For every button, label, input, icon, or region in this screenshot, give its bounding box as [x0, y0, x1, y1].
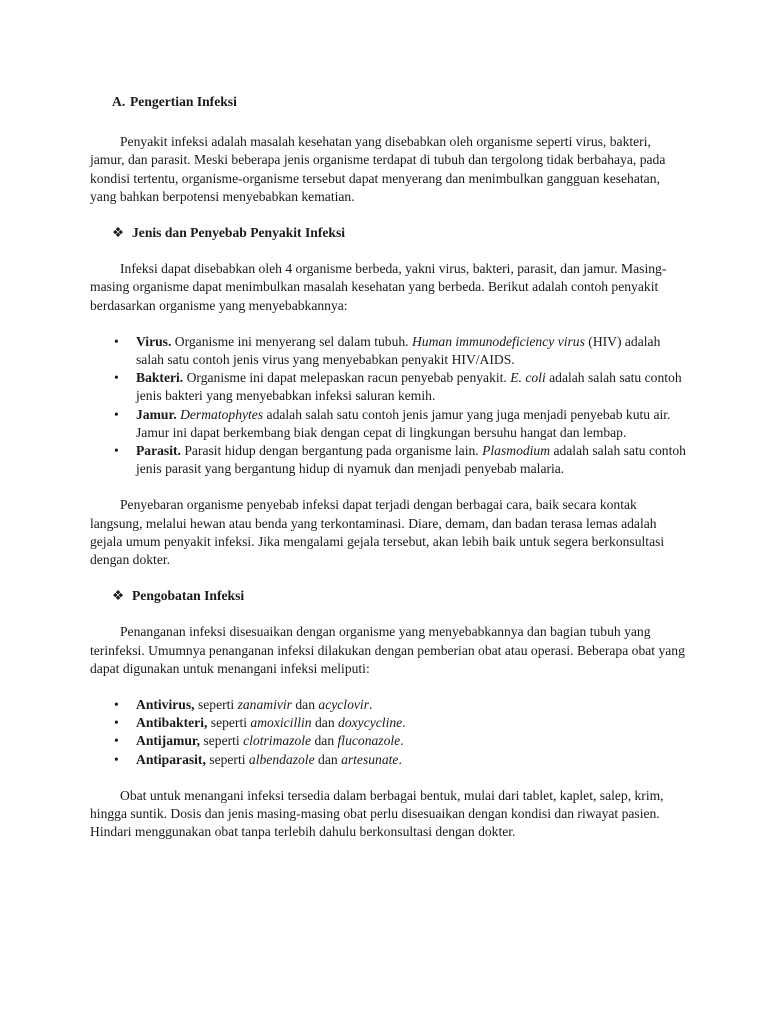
- section-title: Pengertian Infeksi: [130, 94, 237, 109]
- diamond-bullet-icon: ❖: [112, 588, 125, 604]
- diamond-bullet-icon: ❖: [112, 225, 125, 241]
- item-term: Antivirus,: [136, 697, 195, 713]
- bullet-icon: •: [114, 443, 119, 459]
- item-text: adalah salah satu contoh jenis parasit yang bergantung hidup di nyamuk dan menjadi penyebab malaria.: [136, 443, 686, 477]
- bullet-icon: •: [114, 751, 119, 767]
- list-item: [112, 751, 688, 769]
- list-item: [112, 442, 688, 478]
- list-item: [112, 732, 688, 750]
- item-term: Antiparasit,: [136, 751, 206, 767]
- item-text: seperti: [194, 697, 238, 713]
- definition-paragraph: Penyakit infeksi adalah masalah kesehatan yang disebabkan oleh organisme seperti virus, bakteri, jamur, dan parasit. Meski beberapa jenis organisme terdapat di tubuh dan tergolong tidak berbahaya, pada kondisi tertentu, organisme-organisme tersebut dapat menyerang dan menimbulkan gangguan kesehatan, yang bahkan berpotensi menyebabkan kematian.: [90, 134, 666, 204]
- bullet-icon: •: [114, 715, 119, 731]
- medicine-list: [90, 696, 688, 769]
- bullet-icon: •: [114, 406, 119, 422]
- item-text: dan: [314, 751, 342, 767]
- item-term: Antibakteri,: [136, 715, 208, 731]
- item-text: .: [402, 715, 406, 731]
- subheading-jenis: [90, 224, 688, 242]
- item-term: Parasit.: [136, 443, 181, 459]
- drug-name: amoxicillin: [250, 715, 312, 731]
- bullet-icon: •: [114, 370, 119, 386]
- drug-name: fluconazole: [337, 733, 401, 749]
- item-text: dan: [291, 697, 319, 713]
- item-italic: Human immunodeficiency virus: [411, 333, 585, 349]
- drug-name: doxycycline: [338, 715, 403, 731]
- item-text: .: [368, 697, 373, 713]
- item-term: Jamur.: [136, 406, 177, 422]
- subheading-title: Jenis dan Penyebab Penyakit Infeksi: [132, 225, 346, 241]
- list-item: [112, 369, 688, 405]
- item-text: seperti: [207, 715, 251, 731]
- subheading-pengobatan: [90, 587, 688, 605]
- item-italic: Dermatophytes: [180, 406, 264, 422]
- bullet-icon: •: [114, 333, 119, 349]
- pengobatan-closing-paragraph: Obat untuk menangani infeksi tersedia dalam berbagai bentuk, mulai dari tablet, kaplet, salep, krim, hingga suntik. Dosis dan jenis masing-masing obat perlu disesuaikan dengan kondisi dan riwayat pasien. Hindari menggunakan obat tanpa terlebih dahulu berkonsultasi dengan dokter.: [90, 787, 664, 840]
- item-text: adalah salah satu contoh jenis bakteri yang menyebabkan infeksi saluran kemih.: [136, 370, 682, 404]
- item-italic: E. coli: [510, 370, 546, 386]
- item-text: dan: [311, 715, 339, 731]
- jenis-intro-paragraph: Infeksi dapat disebabkan oleh 4 organisme berbeda, yakni virus, bakteri, parasit, dan jamur. Masing-masing organisme dapat menimbulkan masalah kesehatan yang berbeda. Berikut adalah contoh penyakit berdasarkan organisme yang menyebabkannya:: [90, 261, 667, 313]
- item-text: .: [398, 751, 402, 767]
- item-text: (HIV) adalah salah satu contoh jenis virus yang menyebabkan penyakit HIV/AIDS.: [136, 333, 661, 368]
- subheading-title: Pengobatan Infeksi: [132, 588, 245, 604]
- item-text: Organisme ini menyerang sel dalam tubuh.: [171, 333, 412, 349]
- item-text: seperti: [205, 751, 249, 767]
- item-term: Bakteri.: [136, 370, 184, 386]
- item-text: dan: [311, 733, 338, 749]
- list-item: [112, 333, 688, 369]
- organism-list: [90, 333, 688, 479]
- drug-name: artesunate: [341, 751, 399, 767]
- item-term: Virus.: [136, 333, 172, 349]
- list-item: [112, 406, 688, 442]
- bullet-icon: •: [114, 733, 119, 749]
- item-italic: Plasmodium: [482, 443, 551, 459]
- jenis-closing-paragraph: Penyebaran organisme penyebab infeksi dapat terjadi dengan berbagai cara, baik secara kontak langsung, melalui hewan atau benda yang terkontaminasi. Diare, demam, dan badan terasa lemas adalah gejala umum penyakit infeksi. Jika mengalami gejala tersebut, akan lebih baik untuk segera berkonsultasi dengan dokter.: [90, 497, 665, 568]
- item-text: Organisme ini dapat melepaskan racun penyebab penyakit.: [183, 370, 511, 386]
- section-heading-a: [90, 93, 688, 111]
- drug-name: albendazole: [248, 751, 315, 767]
- item-term: Antijamur,: [136, 733, 201, 749]
- drug-name: acyclovir: [318, 697, 369, 713]
- item-text: Parasit hidup dengan bergantung pada organisme lain.: [180, 443, 483, 459]
- drug-name: zanamivir: [237, 697, 292, 713]
- list-item: [112, 714, 688, 732]
- bullet-icon: •: [114, 697, 119, 713]
- drug-name: clotrimazole: [243, 733, 312, 749]
- item-text: .: [400, 733, 404, 749]
- list-item: [112, 696, 688, 714]
- document-body: [90, 93, 688, 842]
- section-number: A.: [112, 94, 126, 109]
- pengobatan-intro-paragraph: Penanganan infeksi disesuaikan dengan organisme yang menyebabkannya dan bagian tubuh yang terinfeksi. Umumnya penanganan infeksi dilakukan dengan pemberian obat atau operasi. Beberapa obat yang dapat digunakan untuk menangani infeksi meliputi:: [90, 624, 685, 676]
- item-text: adalah salah satu contoh jenis jamur yang juga menjadi penyebab kutu air. Jamur ini dapat berkembang biak dengan cepat di lingkungan bersuhu hangat dan lembap.: [136, 406, 671, 440]
- item-text: seperti: [200, 733, 244, 749]
